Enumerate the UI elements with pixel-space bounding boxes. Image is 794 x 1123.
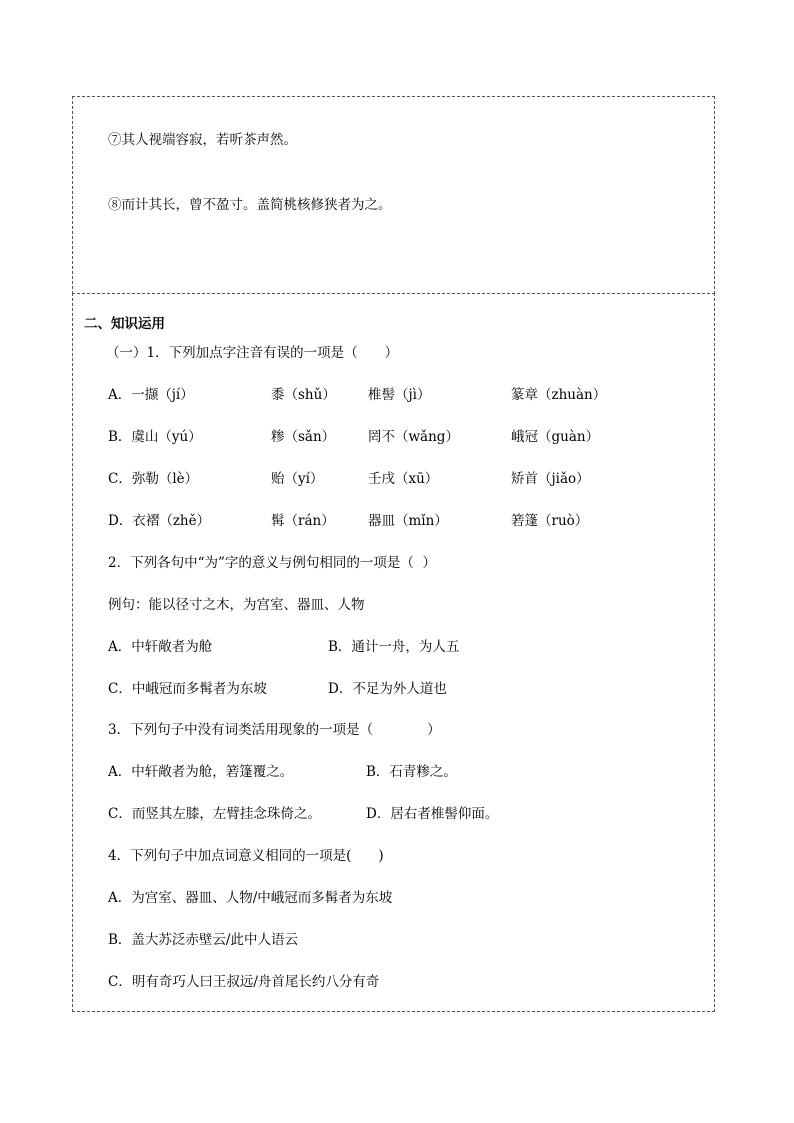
q1-d-2: 髯（rán） [271,513,335,529]
q1-a-4: 篆章（zhuàn） [511,387,607,403]
q1-d-3: 器皿（mǐn） [368,513,448,529]
q2-option-c: C．中峨冠而多髯者为东坡 [108,681,267,697]
q1-a-3: 椎髻（jì） [368,387,431,403]
q4-option-c: C．明有奇巧人曰王叔远/舟首尾长约八分有奇 [108,974,380,990]
q1-c-2: 贻（yí） [271,471,324,487]
q1-c-4: 矫首（jiǎo） [511,471,590,487]
q3-option-d: D．居右者椎髻仰面。 [366,806,499,822]
q3-option-a: A．中轩敞者为舱，箬篷覆之。 [108,764,294,780]
q1-b-1: B．虞山（yú） [108,429,202,445]
q4-option-a: A．为宫室、器皿、人物/中峨冠而多髯者为东坡 [108,890,393,906]
q2-option-b: B．通计一舟，为人五 [328,639,460,655]
q1-c-1: C．弥勒（lè） [108,471,199,487]
q4-option-b: B．盖大苏泛赤壁云/此中人语云 [108,932,298,948]
q1-prompt: （一）1．下列加点字注音有误的一项是（ ） [106,345,399,361]
q1-c-3: 壬戌（xū） [368,471,439,487]
q1-d-4: 箬篷（ruò） [511,513,589,529]
q3-prompt: 3．下列句子中没有词类活用现象的一项是（ ） [108,722,441,738]
q1-b-4: 峨冠（guàn） [511,429,600,445]
q2-option-a: A．中轩敞者为舱 [108,639,213,655]
section-title: 二、知识运用 [84,316,165,332]
passage-box [72,96,715,294]
passage-line-8: ⑧而计其长，曾不盈寸。盖简桃核修狭者为之。 [108,197,392,213]
q3-option-c: C．而竖其左膝，左臂挂念珠倚之。 [108,806,321,822]
q2-prompt: 2．下列各句中“为”字的意义与例句相同的一项是（ ） [108,555,436,571]
q1-b-2: 糁（sǎn） [271,429,336,445]
q1-a-1: A．一撷（jí） [108,387,194,403]
q1-d-1: D．衣褶（zhě） [108,513,211,529]
passage-line-7: ⑦其人视端容寂，若听茶声然。 [108,132,297,148]
q3-option-b: B．石青糁之。 [366,764,457,780]
q2-example: 例句：能以径寸之木，为宫室、器皿、人物 [108,597,365,613]
q4-prompt: 4．下列句子中加点词意义相同的一项是( ) [108,848,384,864]
q2-option-d: D．不足为外人道也 [328,681,447,697]
q1-b-3: 罔不（wǎng） [368,429,459,445]
q1-a-2: 黍（shǔ） [271,387,336,403]
